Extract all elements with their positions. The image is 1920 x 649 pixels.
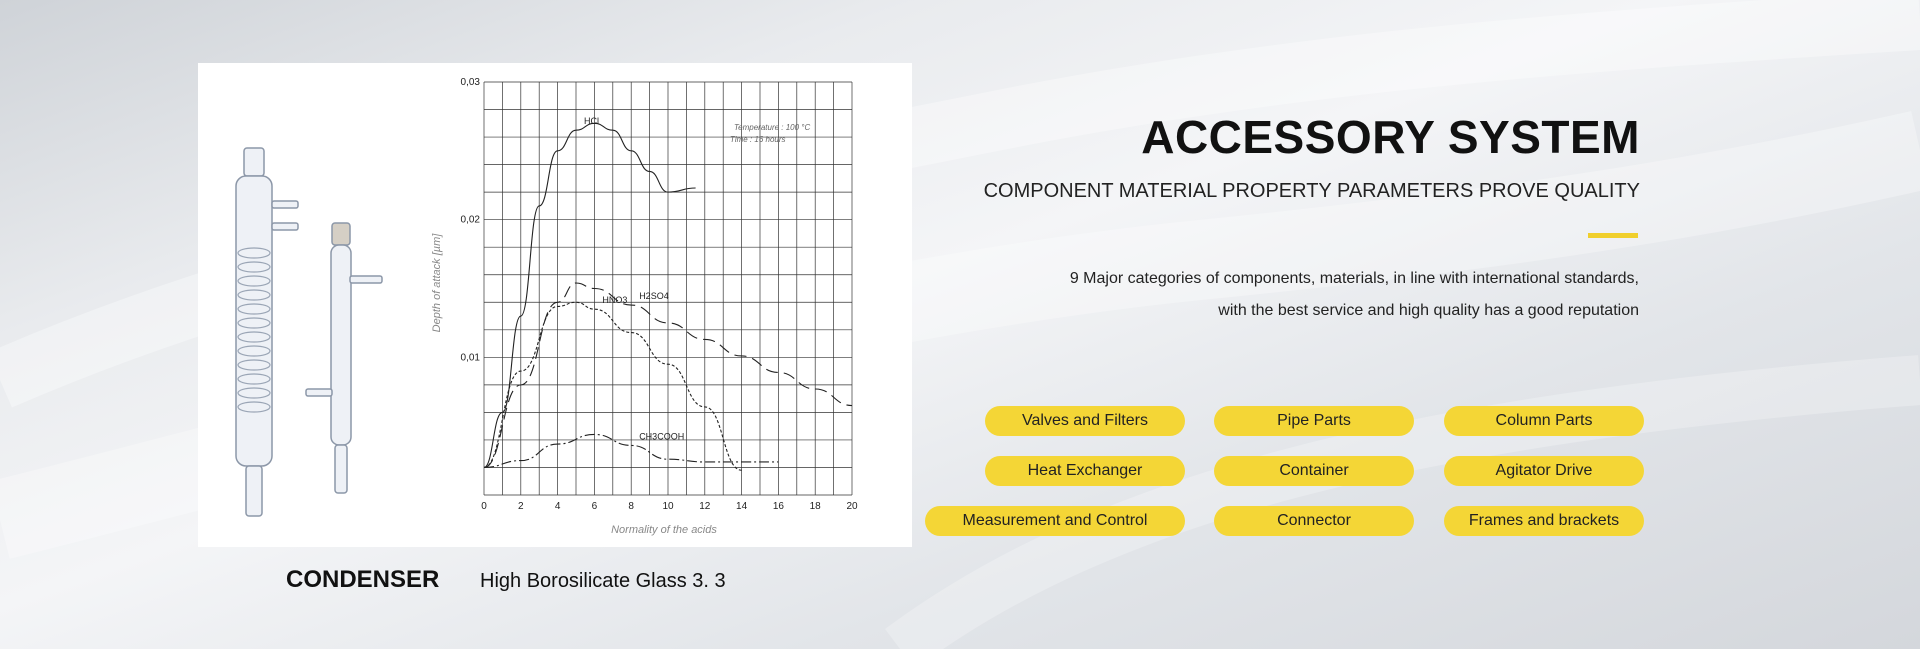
series-label: H2SO4 [639,291,669,302]
x-tick-label: 12 [699,501,711,512]
x-tick-label: 6 [591,501,598,512]
category-connector[interactable]: Connector [1214,506,1414,536]
page-description [919,263,1639,327]
category-pipe-parts[interactable]: Pipe Parts [1214,406,1414,436]
series-label: HNO3 [602,295,628,306]
x-tick-label: 20 [846,501,858,512]
chart-x-axis-label: Normality of the acids [611,524,717,536]
page-subtitle: COMPONENT MATERIAL PROPERTY PARAMETERS PROVE QUALITY [983,180,1640,202]
product-name: CONDENSER [286,566,440,593]
x-tick-label: 2 [518,501,524,512]
description-line-2: with the best service and high quality has a good reputation [1218,302,1639,319]
page-title: ACCESSORY SYSTEM [1141,111,1640,163]
product-image-card [198,63,912,547]
chart-annotation-time: Time : 16 hours [730,135,786,144]
y-tick-label: 0,01 [460,352,480,364]
series-label: CH3COOH [639,431,685,442]
category-agitator-drive[interactable]: Agitator Drive [1444,456,1644,486]
description-line-1: 9 Major categories of components, materials, in line with international standards, [1069,270,1639,287]
category-column-parts[interactable]: Column Parts [1444,406,1644,436]
x-tick-label: 4 [554,501,561,512]
category-frames-and-brackets[interactable]: Frames and brackets [1444,506,1644,536]
x-tick-label: 10 [662,501,674,512]
accent-bar [1588,233,1638,238]
category-valves-and-filters[interactable]: Valves and Filters [985,406,1185,436]
x-tick-label: 8 [628,501,634,512]
y-tick-label: 0,03 [460,77,480,88]
category-heat-exchanger[interactable]: Heat Exchanger [985,456,1185,486]
acid-attack-chart [198,63,912,547]
chart-y-axis-label: Depth of attack [µm] [431,233,443,333]
x-tick-label: 16 [772,501,784,512]
category-container[interactable]: Container [1214,456,1414,486]
category-measurement-and-control[interactable]: Measurement and Control [925,506,1185,536]
x-tick-label: 14 [736,501,748,512]
x-tick-label: 0 [481,501,487,512]
series-label: HCl [584,116,599,127]
product-material: High Borosilicate Glass 3. 3 [480,570,726,592]
x-tick-label: 18 [809,501,821,512]
chart-annotation-temperature: Temperature : 100 °C [734,123,811,132]
y-tick-label: 0,02 [460,214,480,226]
